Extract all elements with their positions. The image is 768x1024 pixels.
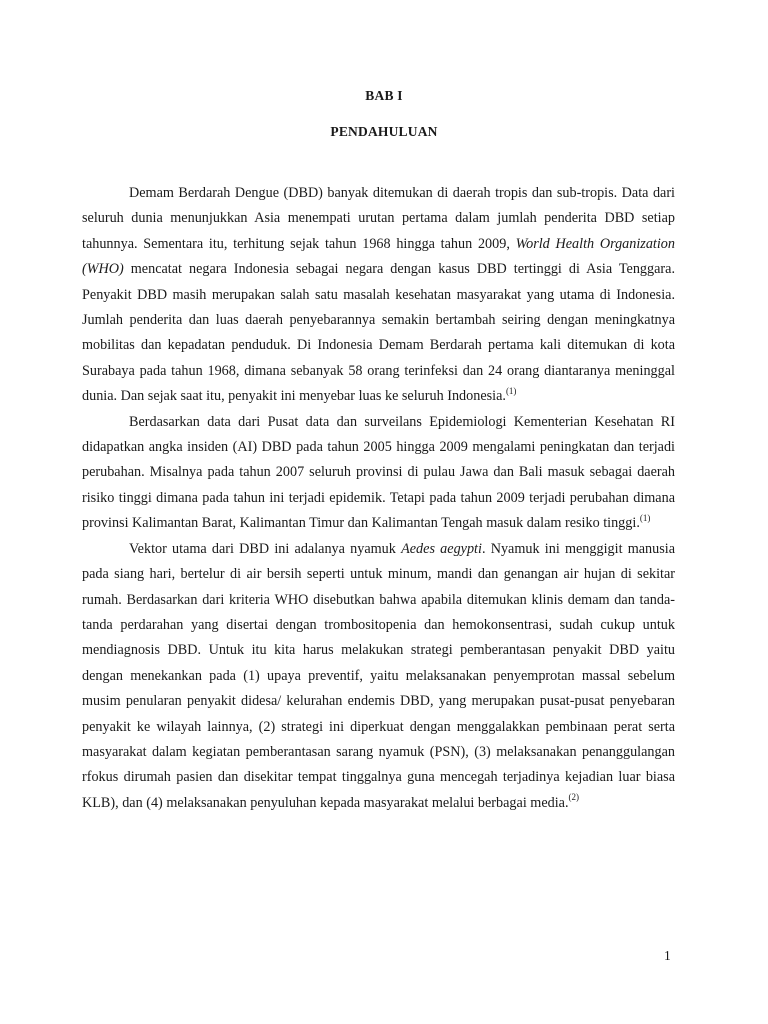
paragraph-3 [82,537,675,816]
p3-text-b: . Nyamuk ini menggigit manusia pada siang hari, bertelur di air bersih seperti untuk minum, mandi dan genangan air hujan di sekitar rumah. Berdasarkan dari kriteria WHO disebutkan bahwa apabila ditemukan klinis demam dan tanda-tanda perdarahan yang disertai dengan trombositopenia dan hemokonsentrasi, sudah cukup untuk mendiagnosis DBD. Untuk itu kita harus melakukan strategi pemberantasan penyakit DBD yaitu dengan menekankan pada (1) upaya preventif, yaitu melaksanakan penyemprotan massal sebelum musim penularan penyakit didesa/ kelurahan endemis DBD, yang merupakan pusat-pusat penyebaran penyakit ke wilayah lainnya, (2) strategi ini diperkuat dengan menggalakkan pembinaan perat serta masyarakat dalam kegiatan pemberantasan sarang nyamuk (PSN), (3) melaksanakan penanggulangan rfokus dirumah pasien dan disekitar tempat tinggalnya guna mencegah terjadinya kejadian luar biasa KLB), dan (4) melaksanakan penyuluhan kepada masyarakat melalui berbagai media. [82,540,675,811]
p1-reference: (1) [505,385,517,396]
chapter-title: PENDAHULUAN [330,124,438,139]
p3-reference: (2) [568,792,580,803]
p2-reference: (1) [639,512,651,523]
paragraph-2 [82,410,675,537]
body-text [82,181,675,816]
p2-text: Berdasarkan data dari Pusat data dan surveilans Epidemiologi Kementerian Kesehatan RI didapatkan angka insiden (AI) DBD pada tahun 2005 hingga 2009 mengalami peningkatan dan terjadi perubahan. Misalnya pada tahun 2007 seluruh provinsi di pulau Jawa dan Bali masuk sebagai daerah risiko tinggi dimana pada tahun ini terjadi epidemik. Tetapi pada tahun 2009 terjadi perubahan dimana provinsi Kalimantan Barat, Kalimantan Timur dan Kalimantan Tengah masuk dalam resiko tinggi. [82,413,675,532]
p1-text-a: Demam Berdarah Dengue (DBD) banyak ditemukan di daerah tropis dan sub-tropis. Data dari seluruh dunia menunjukkan Asia menempati urutan pertama dalam jumlah penderita DBD setiap tahunnya. Sementara itu, terhitung sejak tahun 1968 hingga tahun 2009, [82,185,675,252]
p3-text-a: Vektor utama dari DBD ini adalanya nyamuk [129,540,402,557]
page-number: 1 [664,948,671,963]
p1-text-b: mencatat negara Indonesia sebagai negara dengan kasus DBD tertinggi di Asia Tenggara. Penyakit DBD masih merupakan salah satu masalah kesehatan masyarakat yang utama di Indonesia. Jumlah penderita dan luas daerah penyebarannya semakin bertambah seiring dengan meningkatnya mobilitas dan kepadatan penduduk. Di Indonesia Demam Berdarah pertama kali ditemukan di kota Surabaya pada tahun 1968, dimana sebanyak 58 orang terinfeksi dan 24 orang diantaranya meninggal dunia. Dan sejak saat itu, penyakit ini menyebar luas ke seluruh Indonesia. [82,261,675,405]
chapter-heading: BAB I [365,88,403,103]
paragraph-1 [82,181,675,410]
p1-italic: World Health Organization (WHO) [82,235,675,278]
p3-italic: Aedes aegypti [401,540,482,557]
